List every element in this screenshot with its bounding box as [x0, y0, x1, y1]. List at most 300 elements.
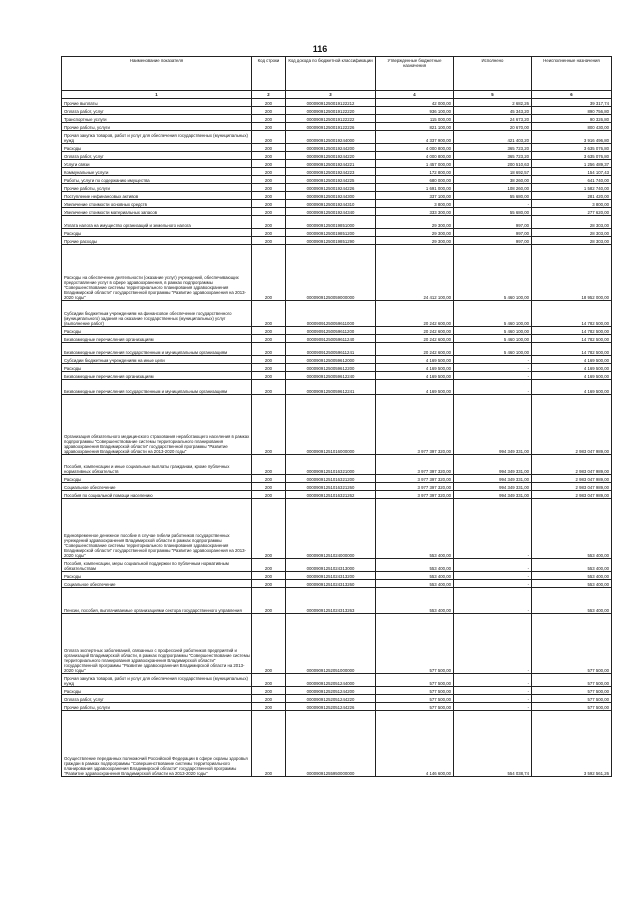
- table-row: [62, 491, 612, 499]
- row-unexecuted: 553 400,00: [532, 580, 612, 588]
- row-unexecuted: 577 500,00: [532, 674, 612, 687]
- table-row: [62, 356, 612, 364]
- row-budget-code: 00009091251016321200: [286, 475, 376, 483]
- row-approved: 3 800,00: [376, 200, 454, 208]
- row-budget-code: 00009091250019122226: [286, 123, 376, 131]
- row-executed: 997,00: [454, 229, 532, 237]
- row-line-code: 200: [252, 168, 286, 176]
- row-line-code: 200: [252, 483, 286, 491]
- row-unexecuted: 2 983 047 989,00: [532, 491, 612, 499]
- table-row: [62, 559, 612, 572]
- row-executed: 994 349 331,00: [454, 483, 532, 491]
- row-executed: 994 349 331,00: [454, 455, 532, 475]
- row-unexecuted: 553 400,00: [532, 559, 612, 572]
- row-approved: 29 300,00: [376, 229, 454, 237]
- header-approved: Утвержденные бюджетные назначения: [376, 57, 454, 91]
- row-budget-code: 00009091250059612200: [286, 364, 376, 372]
- row-budget-code: 00009091252051244000: [286, 674, 376, 687]
- row-unexecuted: 890 756,80: [532, 107, 612, 115]
- table-row: [62, 245, 612, 301]
- header-row: [62, 57, 612, 91]
- row-line-code: 200: [252, 687, 286, 695]
- table-row: [62, 208, 612, 216]
- row-budget-code: 00009091250059611000: [286, 301, 376, 327]
- table-row: [62, 687, 612, 695]
- row-name: Транспортные услуги: [62, 115, 252, 123]
- row-executed: 108 260,00: [454, 184, 532, 192]
- row-executed: -: [454, 614, 532, 674]
- row-unexecuted: 2 983 047 989,00: [532, 475, 612, 483]
- row-line-code: 200: [252, 395, 286, 455]
- table-row: [62, 499, 612, 559]
- row-unexecuted: 553 400,00: [532, 499, 612, 559]
- row-approved: 680 000,00: [376, 176, 454, 184]
- row-budget-code: 00009091250019244225: [286, 176, 376, 184]
- table-row: [62, 372, 612, 380]
- row-executed: 421 403,20: [454, 131, 532, 144]
- row-unexecuted: 2 983 047 989,00: [532, 395, 612, 455]
- column-number: 2: [252, 91, 286, 99]
- header-budget-code: Код дохода по бюджетной классификации: [286, 57, 376, 91]
- row-approved: 3 977 397 320,00: [376, 455, 454, 475]
- row-line-code: 200: [252, 237, 286, 245]
- row-line-code: 200: [252, 499, 286, 559]
- table-row: [62, 301, 612, 327]
- row-unexecuted: 28 303,00: [532, 229, 612, 237]
- row-executed: -: [454, 559, 532, 572]
- row-unexecuted: 577 500,00: [532, 703, 612, 711]
- row-budget-code: 00009091255950000000: [286, 711, 376, 777]
- row-approved: 936 100,00: [376, 107, 454, 115]
- row-approved: 577 500,00: [376, 703, 454, 711]
- column-number: 6: [532, 91, 612, 99]
- row-budget-code: 00009091250059612000: [286, 356, 376, 364]
- row-name: Поступление нефинансовых активов: [62, 192, 252, 200]
- column-number: 3: [286, 91, 376, 99]
- row-name: Прочие работы, услуги: [62, 123, 252, 131]
- row-budget-code: 00009091250019851200: [286, 229, 376, 237]
- row-name: Организация обязательного медицинского страхования неработающего населения в рамках подпрограммы "Совершенствование системы территориального планирования здравоохранения Владимирской области" государственной программы "Развитие здравоохранения Владимирской области на 2013-2020 годы": [62, 395, 252, 455]
- row-line-code: 200: [252, 176, 286, 184]
- table-row: [62, 711, 612, 777]
- row-budget-code: 00009091251016321260: [286, 483, 376, 491]
- row-budget-code: 00009091250019244310: [286, 200, 376, 208]
- row-unexecuted: 28 303,00: [532, 237, 612, 245]
- table-row: [62, 380, 612, 395]
- row-name: Оплата экспертных заболеваний, связанных с профессией работников предприятий и организаций Владимирской области, в рамках подпрограммы "Совершенствование системы территориального планирования здравоохранения Владимирской области" государственной программы "Развитие здравоохранения Владимирской области на 2013-2020 годы": [62, 614, 252, 674]
- row-line-code: 200: [252, 711, 286, 777]
- row-approved: 333 300,00: [376, 208, 454, 216]
- row-line-code: 200: [252, 115, 286, 123]
- row-budget-code: 00009091250019122212: [286, 99, 376, 107]
- table-row: [62, 335, 612, 343]
- table-row: [62, 327, 612, 335]
- row-name: Расходы на обеспечение деятельности (оказание услуг) учреждений, обеспечивающих предоставление услуг в сфере здравоохранения, в рамках подпрограммы "Совершенствование системы территориального планирования здравоохранения Владимирской области" государственной программы "Развитие здравоохранения на 2013-2020 годы": [62, 245, 252, 301]
- row-name: Работы, услуги по содержанию имущества: [62, 176, 252, 184]
- row-executed: 5 460 100,00: [454, 335, 532, 343]
- row-budget-code: 00009091251024313260: [286, 580, 376, 588]
- row-unexecuted: 577 500,00: [532, 695, 612, 703]
- row-budget-code: 00009091250019122222: [286, 115, 376, 123]
- row-line-code: 200: [252, 588, 286, 614]
- row-line-code: 200: [252, 192, 286, 200]
- row-executed: 554 038,74: [454, 711, 532, 777]
- row-unexecuted: 281 420,00: [532, 192, 612, 200]
- row-name: Расходы: [62, 475, 252, 483]
- row-line-code: 200: [252, 301, 286, 327]
- row-budget-code: 00009091250019851000: [286, 216, 376, 229]
- row-line-code: 200: [252, 184, 286, 192]
- table-row: [62, 144, 612, 152]
- header-line-code: Код строки: [252, 57, 286, 91]
- row-name: Осуществление переданных полномочий Российской Федерации в сфере охраны здоровья граждан в рамках подпрограммы "Совершенствование системы территориального планирования здравоохранения Владимирской области" государственной программы "Развитие здравоохранения Владимирской области на 2013-2020 годы": [62, 711, 252, 777]
- table-row: [62, 237, 612, 245]
- header-name: Наименование показателя: [62, 57, 252, 91]
- row-executed: 38 260,00: [454, 176, 532, 184]
- row-approved: 821 100,00: [376, 123, 454, 131]
- row-name: Социальное обеспечение: [62, 580, 252, 588]
- row-approved: 577 500,00: [376, 695, 454, 703]
- row-executed: 997,00: [454, 237, 532, 245]
- row-unexecuted: 3 800,00: [532, 200, 612, 208]
- row-approved: 1 691 000,00: [376, 184, 454, 192]
- row-executed: 994 349 331,00: [454, 475, 532, 483]
- row-executed: 55 680,00: [454, 208, 532, 216]
- row-line-code: 200: [252, 216, 286, 229]
- row-budget-code: 00009091250019244340: [286, 208, 376, 216]
- row-budget-code: 00009091250019851290: [286, 237, 376, 245]
- row-approved: 4 169 500,00: [376, 364, 454, 372]
- row-budget-code: 00009091252051244220: [286, 695, 376, 703]
- row-approved: 4 169 500,00: [376, 380, 454, 395]
- row-name: Пенсии, пособия, выплачиваемые организациями сектора государственного управления: [62, 588, 252, 614]
- row-line-code: 200: [252, 229, 286, 237]
- row-budget-code: 00009091250019244200: [286, 144, 376, 152]
- row-approved: 553 400,00: [376, 580, 454, 588]
- row-approved: 172 800,00: [376, 168, 454, 176]
- table-body: [62, 99, 612, 777]
- row-budget-code: 00009091250059612241: [286, 380, 376, 395]
- row-line-code: 200: [252, 152, 286, 160]
- row-approved: 42 000,00: [376, 99, 454, 107]
- row-line-code: 200: [252, 208, 286, 216]
- row-name: Увеличение стоимости основных средств: [62, 200, 252, 208]
- row-executed: -: [454, 380, 532, 395]
- row-executed: 997,00: [454, 216, 532, 229]
- row-line-code: 200: [252, 674, 286, 687]
- row-name: Пособия по социальной помощи населению: [62, 491, 252, 499]
- row-name: Прочие расходы: [62, 237, 252, 245]
- row-approved: 553 400,00: [376, 572, 454, 580]
- row-budget-code: 00009091250019244220: [286, 152, 376, 160]
- row-executed: 55 680,00: [454, 192, 532, 200]
- row-executed: -: [454, 687, 532, 695]
- row-line-code: 200: [252, 491, 286, 499]
- row-executed: -: [454, 499, 532, 559]
- row-executed: -: [454, 695, 532, 703]
- row-name: Безвозмездные перечисления государственным и муниципальным организациям: [62, 380, 252, 395]
- row-executed: -: [454, 674, 532, 687]
- row-unexecuted: 154 107,43: [532, 168, 612, 176]
- row-line-code: 200: [252, 580, 286, 588]
- row-approved: 4 169 500,00: [376, 356, 454, 364]
- row-line-code: 200: [252, 123, 286, 131]
- row-name: Услуги связи: [62, 160, 252, 168]
- row-budget-code: 00009091252051244226: [286, 703, 376, 711]
- row-budget-code: 00009091251024000000: [286, 499, 376, 559]
- row-executed: 5 460 100,00: [454, 245, 532, 301]
- row-executed: 200 510,63: [454, 160, 532, 168]
- table-row: [62, 107, 612, 115]
- row-approved: 20 242 600,00: [376, 343, 454, 356]
- row-unexecuted: 3 635 076,80: [532, 144, 612, 152]
- row-budget-code: 00009091250059612240: [286, 372, 376, 380]
- row-budget-code: 00009091251016321000: [286, 455, 376, 475]
- row-unexecuted: 90 326,80: [532, 115, 612, 123]
- row-name: Прочие работы, услуги: [62, 184, 252, 192]
- row-approved: 3 977 397 320,00: [376, 491, 454, 499]
- row-approved: 29 300,00: [376, 216, 454, 229]
- row-line-code: 200: [252, 455, 286, 475]
- row-unexecuted: 3 635 076,80: [532, 152, 612, 160]
- row-approved: 577 500,00: [376, 687, 454, 695]
- row-name: Уплата налога на имущество организаций и земельного налога: [62, 216, 252, 229]
- row-budget-code: 00009091250019244300: [286, 192, 376, 200]
- row-executed: 20 670,00: [454, 123, 532, 131]
- row-approved: 553 400,00: [376, 559, 454, 572]
- column-numbers-row: [62, 91, 612, 99]
- table-row: [62, 572, 612, 580]
- row-line-code: 200: [252, 144, 286, 152]
- row-budget-code: 00009091250019122220: [286, 107, 376, 115]
- row-executed: -: [454, 572, 532, 580]
- table-row: [62, 343, 612, 356]
- row-budget-code: 00009091250059611241: [286, 343, 376, 356]
- row-line-code: 200: [252, 200, 286, 208]
- row-name: Социальное обеспечение: [62, 483, 252, 491]
- row-budget-code: 00009091250059611240: [286, 335, 376, 343]
- row-unexecuted: 577 500,00: [532, 614, 612, 674]
- row-unexecuted: 577 500,00: [532, 687, 612, 695]
- table-row: [62, 364, 612, 372]
- row-executed: 18 692,57: [454, 168, 532, 176]
- table-row: [62, 580, 612, 588]
- row-executed: 5 460 100,00: [454, 327, 532, 335]
- row-name: Пособия, компенсации, меры социальной поддержки по публичным нормативным обязательствам: [62, 559, 252, 572]
- row-approved: 4 169 500,00: [376, 372, 454, 380]
- row-name: Оплата работ, услуг: [62, 107, 252, 115]
- row-budget-code: 00009091250059611200: [286, 327, 376, 335]
- table-row: [62, 395, 612, 455]
- row-budget-code: 00009091251016321262: [286, 491, 376, 499]
- row-approved: 337 100,00: [376, 192, 454, 200]
- row-budget-code: 00009091251024313200: [286, 572, 376, 580]
- row-unexecuted: 1 256 489,37: [532, 160, 612, 168]
- row-name: Прочая закупка товаров, работ и услуг для обеспечения государственных (муниципальных) нужд: [62, 131, 252, 144]
- row-approved: 577 500,00: [376, 674, 454, 687]
- row-line-code: 200: [252, 614, 286, 674]
- table-row: [62, 160, 612, 168]
- table-row: [62, 455, 612, 475]
- row-line-code: 200: [252, 107, 286, 115]
- row-approved: 29 300,00: [376, 237, 454, 245]
- row-name: Безвозмездные перечисления государственным и муниципальным организациям: [62, 343, 252, 356]
- table-row: [62, 614, 612, 674]
- row-name: Прочие работы, услуги: [62, 703, 252, 711]
- row-budget-code: 00009091250019244000: [286, 131, 376, 144]
- row-name: Коммунальные услуги: [62, 168, 252, 176]
- row-executed: 994 349 331,00: [454, 395, 532, 455]
- row-budget-code: 00009091252051244200: [286, 687, 376, 695]
- table-row: [62, 588, 612, 614]
- row-unexecuted: 3 592 561,26: [532, 711, 612, 777]
- table-row: [62, 229, 612, 237]
- row-unexecuted: 4 169 500,00: [532, 380, 612, 395]
- row-approved: 553 400,00: [376, 499, 454, 559]
- row-line-code: 200: [252, 475, 286, 483]
- table-row: [62, 200, 612, 208]
- row-name: Пособия, компенсации и иные социальные выплаты гражданам, кроме публичных нормативных обязательств: [62, 455, 252, 475]
- row-name: Расходы: [62, 364, 252, 372]
- row-executed: -: [454, 588, 532, 614]
- row-budget-code: 00009091250019244221: [286, 160, 376, 168]
- row-unexecuted: 18 952 000,00: [532, 245, 612, 301]
- row-line-code: 200: [252, 559, 286, 572]
- row-executed: -: [454, 580, 532, 588]
- row-unexecuted: 14 782 500,00: [532, 301, 612, 327]
- row-approved: 24 412 100,00: [376, 245, 454, 301]
- page-number: 116: [312, 44, 328, 54]
- row-line-code: 200: [252, 364, 286, 372]
- table-row: [62, 152, 612, 160]
- row-budget-code: 00009091250059000000: [286, 245, 376, 301]
- row-unexecuted: 2 983 047 989,00: [532, 483, 612, 491]
- column-number: 1: [62, 91, 252, 99]
- row-unexecuted: 4 169 500,00: [532, 364, 612, 372]
- table-row: [62, 168, 612, 176]
- row-line-code: 200: [252, 356, 286, 364]
- row-approved: 3 977 397 320,00: [376, 483, 454, 491]
- row-name: Расходы: [62, 327, 252, 335]
- row-unexecuted: 277 620,00: [532, 208, 612, 216]
- row-executed: -: [454, 703, 532, 711]
- row-approved: 4 146 600,00: [376, 711, 454, 777]
- row-name: Прочая закупка товаров, работ и услуг для обеспечения государственных (муниципальных) нужд: [62, 674, 252, 687]
- row-unexecuted: 3 916 496,80: [532, 131, 612, 144]
- row-approved: 20 242 600,00: [376, 335, 454, 343]
- table-row: [62, 695, 612, 703]
- row-executed: -: [454, 200, 532, 208]
- row-executed: 365 723,20: [454, 144, 532, 152]
- row-line-code: 200: [252, 335, 286, 343]
- row-budget-code: 00009091251024313000: [286, 559, 376, 572]
- row-approved: 4 000 800,00: [376, 152, 454, 160]
- row-name: Безвозмездные перечисления организациям: [62, 372, 252, 380]
- table-row: [62, 99, 612, 107]
- header-unexecuted: Неисполненные назначения: [532, 57, 612, 91]
- column-number: 4: [376, 91, 454, 99]
- table-row: [62, 216, 612, 229]
- row-name: Безвозмездные перечисления организациям: [62, 335, 252, 343]
- row-line-code: 200: [252, 131, 286, 144]
- row-line-code: 200: [252, 380, 286, 395]
- row-line-code: 200: [252, 343, 286, 356]
- row-executed: -: [454, 372, 532, 380]
- row-executed: 2 682,26: [454, 99, 532, 107]
- row-line-code: 200: [252, 245, 286, 301]
- table-row: [62, 123, 612, 131]
- row-approved: 3 977 397 320,00: [376, 395, 454, 455]
- row-executed: 5 460 100,00: [454, 343, 532, 356]
- table-row: [62, 703, 612, 711]
- row-approved: 553 400,00: [376, 588, 454, 614]
- table-row: [62, 674, 612, 687]
- row-name: Оплата работ, услуг: [62, 152, 252, 160]
- row-executed: -: [454, 364, 532, 372]
- row-name: Расходы: [62, 572, 252, 580]
- row-approved: 1 457 000,00: [376, 160, 454, 168]
- row-name: Увеличение стоимости материальных запасов: [62, 208, 252, 216]
- row-approved: 115 000,00: [376, 115, 454, 123]
- row-line-code: 200: [252, 572, 286, 580]
- row-unexecuted: 641 740,00: [532, 176, 612, 184]
- row-unexecuted: 4 169 500,00: [532, 372, 612, 380]
- row-unexecuted: 28 303,00: [532, 216, 612, 229]
- row-approved: 577 500,00: [376, 614, 454, 674]
- row-unexecuted: 800 430,00: [532, 123, 612, 131]
- row-line-code: 200: [252, 327, 286, 335]
- row-unexecuted: 4 169 500,00: [532, 356, 612, 364]
- row-name: Расходы: [62, 229, 252, 237]
- row-unexecuted: 1 582 740,00: [532, 184, 612, 192]
- row-line-code: 200: [252, 703, 286, 711]
- row-line-code: 200: [252, 99, 286, 107]
- row-name: Расходы: [62, 687, 252, 695]
- table-row: [62, 184, 612, 192]
- budget-table: [61, 56, 612, 777]
- row-name: Расходы: [62, 144, 252, 152]
- table-row: [62, 192, 612, 200]
- table-row: [62, 131, 612, 144]
- row-budget-code: 00009091250019244226: [286, 184, 376, 192]
- row-unexecuted: 39 317,74: [532, 99, 612, 107]
- row-budget-code: 00009091251016000000: [286, 395, 376, 455]
- row-budget-code: 00009091252051000000: [286, 614, 376, 674]
- column-number: 5: [454, 91, 532, 99]
- row-approved: 20 242 600,00: [376, 327, 454, 335]
- row-unexecuted: 553 400,00: [532, 588, 612, 614]
- row-budget-code: 00009091251024313263: [286, 588, 376, 614]
- row-unexecuted: 14 782 500,00: [532, 335, 612, 343]
- row-executed: 45 343,20: [454, 107, 532, 115]
- row-approved: 4 337 900,00: [376, 131, 454, 144]
- row-approved: 4 000 800,00: [376, 144, 454, 152]
- row-approved: 20 242 600,00: [376, 301, 454, 327]
- row-line-code: 200: [252, 372, 286, 380]
- table-row: [62, 475, 612, 483]
- row-line-code: 200: [252, 695, 286, 703]
- row-approved: 3 977 397 320,00: [376, 475, 454, 483]
- table-row: [62, 483, 612, 491]
- row-unexecuted: 14 782 500,00: [532, 343, 612, 356]
- table-row: [62, 115, 612, 123]
- row-line-code: 200: [252, 160, 286, 168]
- row-executed: 24 673,20: [454, 115, 532, 123]
- table-row: [62, 176, 612, 184]
- row-name: Прочие выплаты: [62, 99, 252, 107]
- row-unexecuted: 14 782 500,00: [532, 327, 612, 335]
- row-executed: 5 460 100,00: [454, 301, 532, 327]
